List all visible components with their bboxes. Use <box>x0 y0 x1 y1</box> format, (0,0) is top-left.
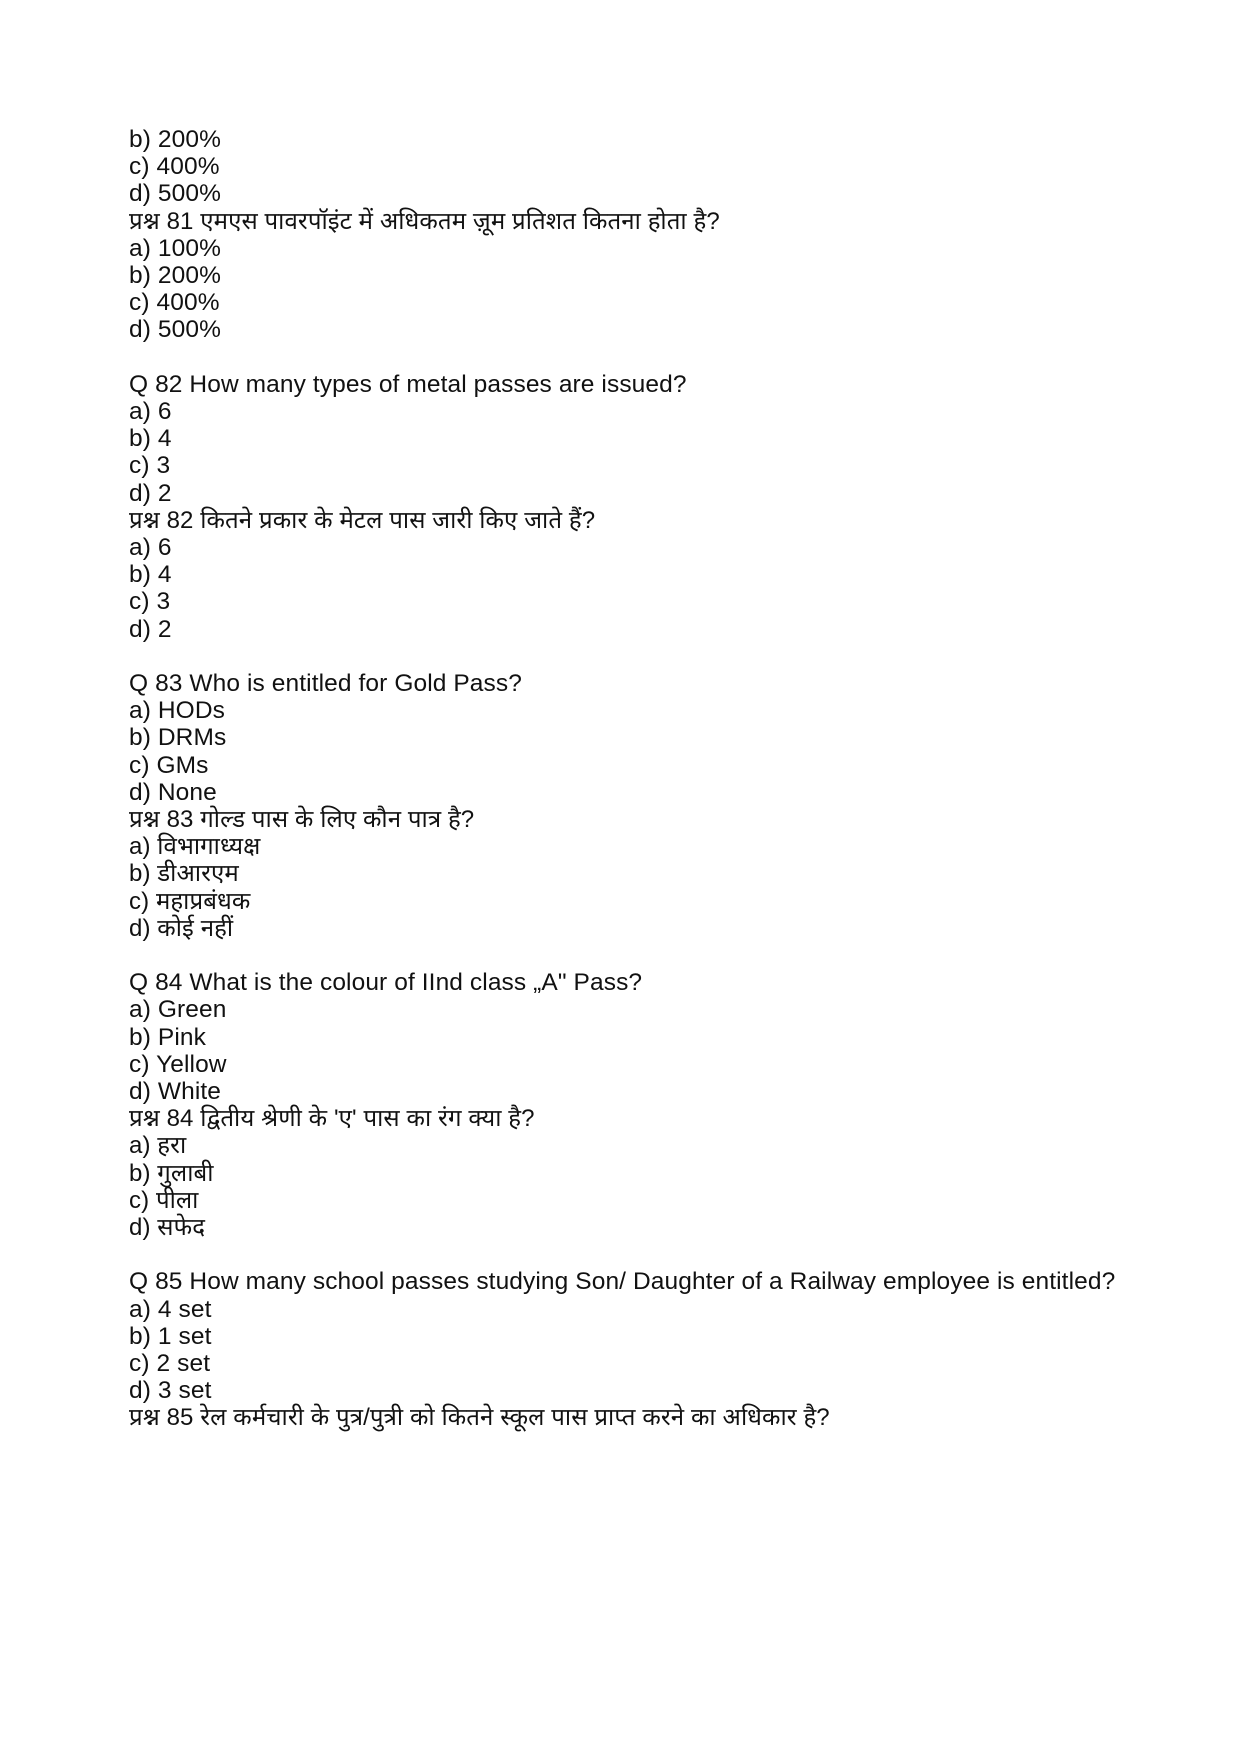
answer-option: a) 6 <box>129 398 172 426</box>
question-text: Q 85 How many school passes studying Son/ Daughter of a Railway employee is entitled? <box>129 1268 1116 1296</box>
answer-option: d) White <box>129 1078 222 1106</box>
question-block <box>129 126 1119 344</box>
question-text: Q 83 Who is entitled for Gold Pass? <box>129 670 522 698</box>
question-text: प्रश्न 81 एमएस पावरपॉइंट में अधिकतम ज़ूम प्रतिशत कितना होता है? <box>129 207 720 235</box>
answer-option: b) DRMs <box>129 724 227 752</box>
answer-option: c) 400% <box>129 153 220 181</box>
answer-option: b) 200% <box>129 262 221 290</box>
answer-option: a) HODs <box>129 697 225 725</box>
block-spacer <box>129 643 1119 670</box>
answer-option: d) 500% <box>129 180 221 208</box>
answer-option: d) None <box>129 778 217 806</box>
question-block <box>129 1268 1119 1431</box>
block-spacer <box>129 344 1119 371</box>
question-text: प्रश्न 82 कितने प्रकार के मेटल पास जारी किए जाते हैं? <box>129 506 596 534</box>
answer-option: d) सफेद <box>129 1214 206 1242</box>
answer-option: d) 2 <box>129 615 172 643</box>
question-block <box>129 969 1119 1241</box>
answer-option: c) Yellow <box>129 1050 227 1078</box>
answer-option: b) 200% <box>129 126 221 153</box>
answer-option: b) डीआरएम <box>129 860 239 888</box>
question-list <box>129 126 1119 1432</box>
answer-option: b) 1 set <box>129 1322 212 1350</box>
answer-option: c) 3 <box>129 588 171 616</box>
answer-option: d) 3 set <box>129 1377 212 1405</box>
block-spacer <box>129 1241 1119 1268</box>
answer-option: b) Pink <box>129 1023 206 1051</box>
answer-option: a) विभागाध्यक्ष <box>129 833 261 861</box>
answer-option: a) हरा <box>129 1132 187 1160</box>
answer-option: c) 2 set <box>129 1350 211 1378</box>
question-text: प्रश्न 84 द्वितीय श्रेणी के 'ए' पास का रंग क्या है? <box>129 1105 535 1133</box>
answer-option: b) गुलाबी <box>129 1159 214 1187</box>
answer-option: c) पीला <box>129 1186 199 1214</box>
answer-option: c) GMs <box>129 751 209 779</box>
question-text: प्रश्न 83 गोल्ड पास के लिए कौन पात्र है? <box>129 806 475 834</box>
answer-option: a) 6 <box>129 534 172 562</box>
answer-option: c) 400% <box>129 289 220 317</box>
answer-option: b) 4 <box>129 561 172 589</box>
question-text: Q 84 What is the colour of IInd class „A" Pass? <box>129 969 643 997</box>
question-text: Q 82 How many types of metal passes are issued? <box>129 370 687 398</box>
answer-option: b) 4 <box>129 425 172 453</box>
question-block <box>129 670 1119 942</box>
answer-option: d) 500% <box>129 316 221 344</box>
answer-option: d) कोई नहीं <box>129 914 234 942</box>
answer-option: c) महाप्रबंधक <box>129 887 251 915</box>
answer-option: a) Green <box>129 996 227 1024</box>
answer-option: a) 100% <box>129 234 221 262</box>
answer-option: c) 3 <box>129 452 171 480</box>
question-text: प्रश्न 85 रेल कर्मचारी के पुत्र/पुत्री को कितने स्कूल पास प्राप्त करने का अधिकार है? <box>129 1404 830 1432</box>
question-block <box>129 371 1119 643</box>
answer-option: d) 2 <box>129 479 172 507</box>
answer-option: a) 4 set <box>129 1295 212 1323</box>
block-spacer <box>129 942 1119 969</box>
